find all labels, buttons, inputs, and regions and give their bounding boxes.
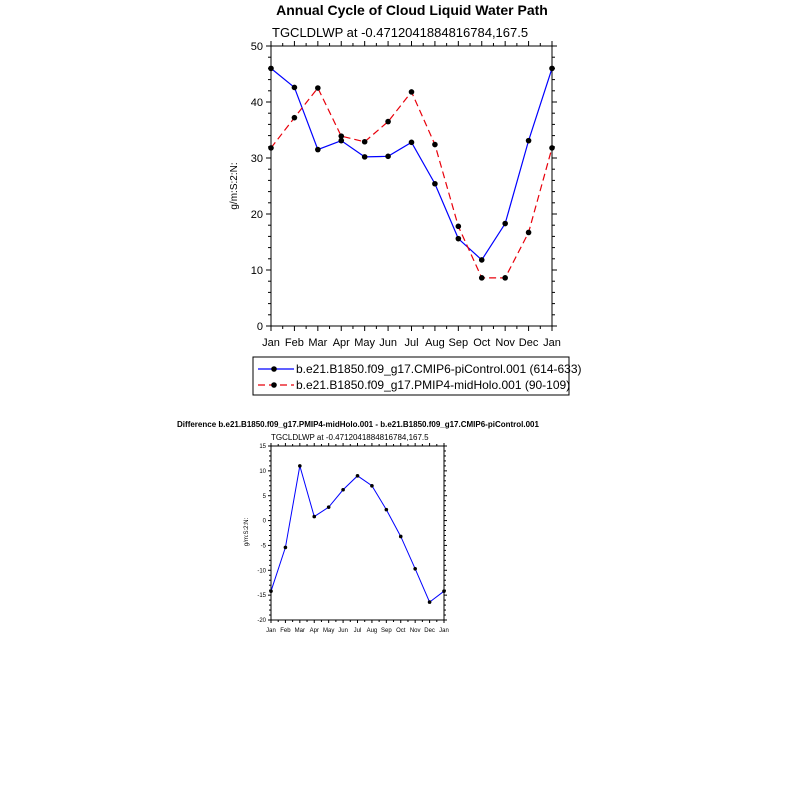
chart1-series-2-point bbox=[549, 145, 555, 151]
legend-marker-series-1 bbox=[271, 366, 277, 372]
chart2-series-1-point bbox=[341, 488, 345, 492]
chart1-legend bbox=[253, 357, 582, 395]
chart1-series-1-line bbox=[271, 68, 552, 260]
chart2-x-tick-label: Jun bbox=[338, 628, 348, 634]
chart1-series-2-point bbox=[315, 85, 321, 91]
chart2-series-1-point bbox=[428, 600, 432, 604]
chart1-series-2-point bbox=[409, 89, 415, 95]
chart2-x-tick-label: Mar bbox=[294, 628, 306, 634]
chart1-series-2-point bbox=[385, 119, 391, 125]
chart2-x-tick-label: Oct bbox=[396, 628, 406, 634]
chart2-plot-area bbox=[257, 443, 449, 634]
chart1-series-1-point bbox=[479, 257, 485, 263]
chart1-x-tick-label: Apr bbox=[332, 337, 350, 349]
chart2-y-tick-label: 15 bbox=[259, 444, 266, 451]
chart1-subtitle: TGCLDLWP at -0.4712041884816784,167.5 bbox=[272, 25, 529, 40]
chart2-subtitle: TGCLDLWP at -0.4712041884816784,167.5 bbox=[271, 433, 429, 442]
chart1-y-tick-label: 10 bbox=[250, 264, 263, 277]
chart1-y-tick-label: 50 bbox=[250, 40, 263, 53]
chart1-x-tick-label: Mar bbox=[308, 337, 328, 349]
chart2-series-1-point bbox=[312, 515, 316, 519]
chart1-x-tick-label: Jan bbox=[262, 337, 280, 349]
chart1-title: Annual Cycle of Cloud Liquid Water Path bbox=[276, 2, 548, 18]
chart2-series-1-point bbox=[442, 589, 446, 593]
chart1-series-2-point bbox=[479, 275, 485, 281]
chart2-title: Difference b.e21.B1850.f09_g17.PMIP4-midHolo.001 - b.e21.B1850.f09_g17.CMIP6-piControl.001 bbox=[177, 420, 539, 429]
chart2-series-1-point bbox=[269, 589, 273, 593]
chart2-x-tick-label: Nov bbox=[409, 628, 421, 634]
chart1-x-tick-label: Dec bbox=[518, 337, 539, 349]
chart1-y-tick-label: 40 bbox=[250, 96, 263, 109]
legend-label-series-2: b.e21.B1850.f09_g17.PMIP4-midHolo.001 (90-109) bbox=[296, 378, 571, 392]
chart1-x-tick-label: Jan bbox=[543, 337, 561, 349]
chart1-x-tick-label: Aug bbox=[425, 337, 445, 349]
chart2-y-tick-label: -5 bbox=[260, 543, 266, 550]
chart2-x-tick-label: Feb bbox=[280, 628, 291, 634]
chart2-series-1-point bbox=[399, 535, 403, 539]
chart2-y-tick-label: -15 bbox=[257, 593, 266, 600]
chart2-frame bbox=[271, 446, 444, 620]
chart1-series-2-point bbox=[526, 230, 532, 236]
chart1-series-2-point bbox=[502, 275, 508, 281]
chart1-series-1-point bbox=[456, 236, 462, 242]
chart1-x-tick-label: Jul bbox=[404, 337, 419, 349]
chart2-series-1-point bbox=[298, 464, 302, 468]
chart1-ylabel: g/m:S:2:N: bbox=[229, 162, 240, 210]
chart1-x-tick-label: Sep bbox=[448, 337, 469, 349]
chart1-series-2-point bbox=[338, 133, 344, 139]
chart2-x-tick-label: Sep bbox=[380, 628, 392, 634]
chart1-series-1-point bbox=[549, 66, 555, 72]
chart1-y-tick-label: 0 bbox=[256, 320, 263, 333]
chart1-series-2-point bbox=[292, 115, 298, 121]
chart2-x-tick-label: May bbox=[322, 628, 335, 634]
chart1-x-tick-label: May bbox=[354, 337, 376, 349]
chart1-x-tick-label: Feb bbox=[284, 337, 304, 349]
chart2-y-tick-label: 0 bbox=[262, 518, 266, 525]
chart1-frame bbox=[271, 46, 552, 326]
chart1-x-tick-label: Nov bbox=[495, 337, 515, 349]
chart2-x-tick-label: Aug bbox=[366, 628, 378, 634]
chart1-plot-area bbox=[251, 41, 561, 349]
chart2-series-1-line bbox=[271, 466, 444, 602]
chart1-series-2-point bbox=[362, 139, 368, 145]
chart1-series-1-point bbox=[409, 140, 415, 146]
chart1-x-tick-label: Jun bbox=[379, 337, 397, 349]
chart1-y-tick-label: 20 bbox=[250, 208, 263, 221]
chart1-series-1-point bbox=[362, 154, 368, 160]
chart1-series-1-point bbox=[502, 221, 508, 227]
chart2-x-tick-label: Jul bbox=[353, 628, 362, 634]
chart2-series-1-point bbox=[370, 484, 374, 488]
chart1-series-2-point bbox=[432, 142, 438, 148]
legend-marker-series-2 bbox=[271, 382, 277, 388]
chart2-y-tick-label: -10 bbox=[257, 568, 266, 575]
chart1-series-1-point bbox=[315, 147, 321, 153]
chart2-x-tick-label: Jan bbox=[266, 628, 276, 634]
chart2-series-1-point bbox=[356, 474, 360, 478]
chart1-x-tick-label: Oct bbox=[473, 337, 491, 349]
chart1-series-2-line bbox=[271, 88, 552, 278]
chart2-x-tick-label: Jan bbox=[439, 628, 449, 634]
chart1-series-1-point bbox=[292, 85, 298, 91]
chart2-series-1-point bbox=[327, 505, 331, 509]
chart1-series-1-point bbox=[526, 138, 532, 144]
chart2-y-tick-label: 5 bbox=[262, 493, 266, 500]
legend-label-series-1: b.e21.B1850.f09_g17.CMIP6-piControl.001 (614-633) bbox=[296, 362, 582, 376]
chart2-x-tick-label: Dec bbox=[424, 628, 435, 634]
chart1-series-2-point bbox=[268, 145, 274, 151]
chart2-series-1-point bbox=[284, 546, 288, 550]
chart1-series-1-point bbox=[385, 154, 391, 160]
chart2-ylabel: g/m:S:2:N: bbox=[244, 517, 250, 547]
chart2-y-tick-label: 10 bbox=[259, 468, 266, 475]
chart1-y-tick-label: 30 bbox=[250, 152, 263, 165]
chart2-series-1-point bbox=[385, 508, 389, 512]
chart1-series-1-point bbox=[268, 66, 274, 72]
chart2-y-tick-label: -20 bbox=[257, 618, 266, 625]
chart2-x-tick-label: Apr bbox=[309, 628, 319, 634]
chart1-series-1-point bbox=[432, 181, 438, 187]
chart1-series-2-point bbox=[456, 224, 462, 230]
chart2-series-1-point bbox=[413, 567, 417, 571]
